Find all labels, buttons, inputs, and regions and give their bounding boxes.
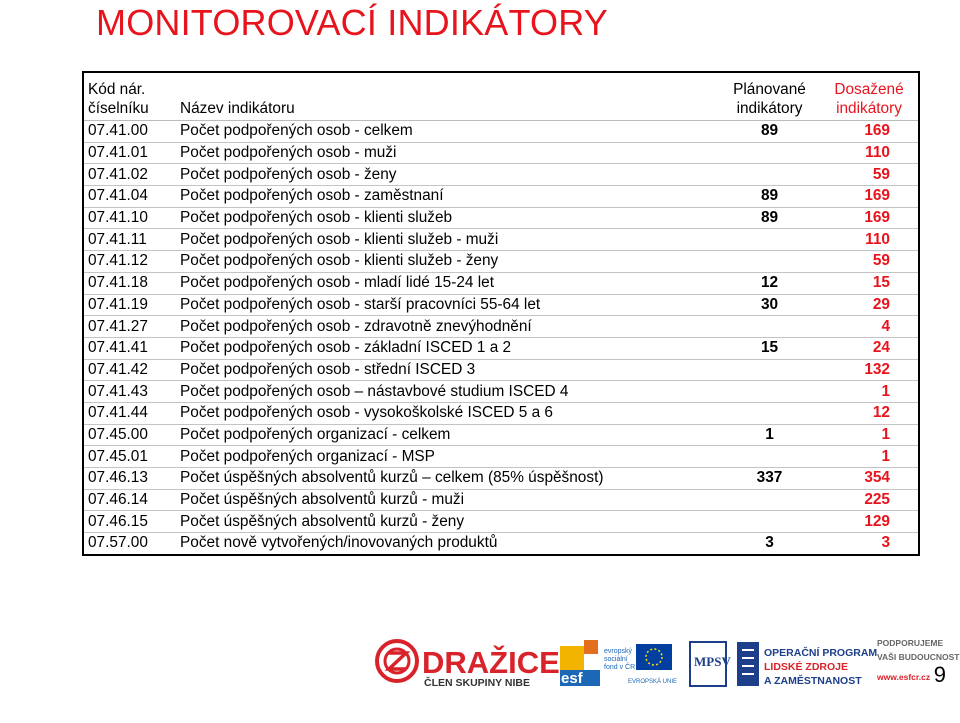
page-title: MONITOROVACÍ INDIKÁTORY (96, 2, 609, 43)
indicator-code: 07.41.19 (83, 294, 176, 316)
table-row (83, 229, 919, 251)
header-name: Název indikátoru (176, 72, 719, 121)
indicator-name: Počet podpořených osob - celkem (176, 121, 719, 143)
achieved-value: 169 (820, 121, 919, 143)
mpsv-logo (690, 642, 731, 686)
indicator-name: Počet podpořených organizací - MSP (176, 446, 719, 468)
achieved-value: 169 (820, 207, 919, 229)
table-row (83, 316, 919, 338)
achieved-value: 59 (820, 164, 919, 186)
indicator-name: Počet podpořených osob - mladí lidé 15-24 let (176, 272, 719, 294)
indicator-name: Počet podpořených osob - klienti služeb - muži (176, 229, 719, 251)
indicator-code: 07.41.42 (83, 359, 176, 381)
svg-text:OPERAČNÍ PROGRAM: OPERAČNÍ PROGRAM (764, 647, 878, 659)
op-lzz-logo (737, 642, 877, 687)
indicator-name: Počet podpořených osob - zaměstnaní (176, 186, 719, 208)
header-achieved: Dosažené indikátory (820, 72, 919, 121)
planned-value: 3 (765, 534, 774, 552)
planned-value (719, 511, 820, 533)
indicator-name: Počet úspěšných absolventů kurzů - ženy (176, 511, 719, 533)
planned-value (719, 359, 820, 381)
indicator-name: Počet podpořených osob - zdravotně znevýhodnění (176, 316, 719, 338)
achieved-value: 3 (881, 534, 890, 552)
table-row (83, 533, 919, 555)
planned-value: 337 (719, 468, 820, 490)
support-slogan (876, 638, 960, 682)
esf-logo (560, 640, 677, 687)
table-row (83, 468, 919, 490)
svg-text:EVROPSKÁ UNIE: EVROPSKÁ UNIE (628, 679, 678, 685)
sponsor-logo-strip (0, 628, 960, 723)
svg-text:PODPORUJEME: PODPORUJEME (877, 638, 944, 648)
svg-text:fond v ČR: fond v ČR (604, 664, 636, 671)
indicators-table (82, 71, 920, 556)
table-row (83, 402, 919, 424)
page-number: 9 (933, 662, 946, 687)
indicator-code: 07.41.43 (83, 381, 176, 403)
drazice-name: DRAŽICE (422, 645, 560, 680)
planned-value: 12 (719, 272, 820, 294)
indicator-code: 07.41.10 (83, 207, 176, 229)
achieved-value: 129 (820, 511, 919, 533)
indicator-name: Počet podpořených osob - základní ISCED 1 a 2 (176, 337, 719, 359)
drazice-logo (377, 641, 560, 689)
table-row (83, 272, 919, 294)
indicator-name: Počet podpořených osob – nástavbové studium ISCED 4 (176, 381, 719, 403)
planned-value: 15 (719, 337, 820, 359)
achieved-value: 29 (820, 294, 919, 316)
svg-text:A ZAMĚSTNANOST: A ZAMĚSTNANOST (764, 675, 862, 687)
achieved-value: 110 (820, 142, 919, 164)
table-row (83, 142, 919, 164)
header-code: Kód nár. číselníku (83, 72, 176, 121)
planned-value: 89 (719, 186, 820, 208)
svg-text:www.esfcr.cz: www.esfcr.cz (877, 672, 931, 682)
table-row (83, 511, 919, 533)
planned-value (719, 142, 820, 164)
planned-value: 89 (719, 121, 820, 143)
achieved-value: 1 (820, 446, 919, 468)
planned-value (719, 316, 820, 338)
achieved-value: 1 (820, 424, 919, 446)
table-header-row (83, 72, 919, 121)
table-row (83, 186, 919, 208)
planned-value (719, 489, 820, 511)
indicator-code: 07.41.44 (83, 402, 176, 424)
achieved-value: 132 (820, 359, 919, 381)
indicator-name: Počet podpořených osob - vysokoškolské ISCED 5 a 6 (176, 402, 719, 424)
table-row (83, 121, 919, 143)
svg-text:LIDSKÉ ZDROJE: LIDSKÉ ZDROJE (764, 661, 849, 673)
indicator-code: 07.41.18 (83, 272, 176, 294)
table-row (83, 381, 919, 403)
table-row (83, 446, 919, 468)
achieved-value: 225 (820, 489, 919, 511)
indicator-name: Počet podpořených osob - starší pracovníci 55-64 let (176, 294, 719, 316)
indicator-code: 07.41.01 (83, 142, 176, 164)
indicator-name: Počet podpořených osob - klienti služeb - ženy (176, 251, 719, 273)
planned-value (719, 446, 820, 468)
planned-value (719, 402, 820, 424)
indicator-code: 07.41.27 (83, 316, 176, 338)
svg-text:VAŠI BUDOUCNOST: VAŠI BUDOUCNOST (877, 652, 960, 662)
planned-value: 89 (719, 207, 820, 229)
indicator-code: 07.46.15 (83, 511, 176, 533)
indicator-code: 07.45.01 (83, 446, 176, 468)
indicator-code: 07.57.00 (88, 534, 148, 552)
table-row (83, 337, 919, 359)
planned-value: 30 (719, 294, 820, 316)
table-row (83, 164, 919, 186)
planned-value (719, 251, 820, 273)
planned-value: 1 (719, 424, 820, 446)
indicator-code: 07.41.02 (83, 164, 176, 186)
planned-value (719, 164, 820, 186)
svg-text:MPSV: MPSV (694, 654, 731, 669)
achieved-value: 59 (820, 251, 919, 273)
table-row (83, 359, 919, 381)
indicator-code: 07.41.04 (83, 186, 176, 208)
achieved-value: 24 (820, 337, 919, 359)
indicator-name: Počet nově vytvořených/inovovaných produktů (180, 534, 498, 552)
table-row (83, 424, 919, 446)
achieved-value: 110 (820, 229, 919, 251)
drazice-sub: ČLEN SKUPINY NIBE (424, 677, 530, 689)
achieved-value: 4 (820, 316, 919, 338)
table-row (83, 294, 919, 316)
indicator-name: Počet podpořených osob - muži (176, 142, 719, 164)
indicator-name: Počet podpořených osob - klienti služeb (176, 207, 719, 229)
indicator-code: 07.41.00 (83, 121, 176, 143)
indicator-code: 07.45.00 (83, 424, 176, 446)
planned-value (719, 229, 820, 251)
indicator-name: Počet úspěšných absolventů kurzů – celkem (85% úspěšnost) (176, 468, 719, 490)
planned-value (719, 381, 820, 403)
indicator-code: 07.46.14 (83, 489, 176, 511)
indicator-code: 07.41.41 (83, 337, 176, 359)
svg-text:esf: esf (561, 670, 583, 687)
indicator-name: Počet podpořených osob - ženy (176, 164, 719, 186)
achieved-value: 15 (820, 272, 919, 294)
achieved-value: 12 (820, 402, 919, 424)
svg-text:sociální: sociální (604, 656, 628, 663)
table-row (83, 251, 919, 273)
achieved-value: 1 (820, 381, 919, 403)
achieved-value: 354 (820, 468, 919, 490)
indicator-name: Počet úspěšných absolventů kurzů - muži (176, 489, 719, 511)
indicator-code: 07.46.13 (83, 468, 176, 490)
table-row (83, 489, 919, 511)
table-row (83, 207, 919, 229)
achieved-value: 169 (820, 186, 919, 208)
header-planned: Plánované indikátory (719, 72, 820, 121)
svg-text:evropský: evropský (604, 648, 633, 655)
indicator-code: 07.41.11 (83, 229, 176, 251)
indicator-name: Počet podpořených organizací - celkem (176, 424, 719, 446)
indicator-name: Počet podpořených osob - střední ISCED 3 (176, 359, 719, 381)
indicator-code: 07.41.12 (83, 251, 176, 273)
